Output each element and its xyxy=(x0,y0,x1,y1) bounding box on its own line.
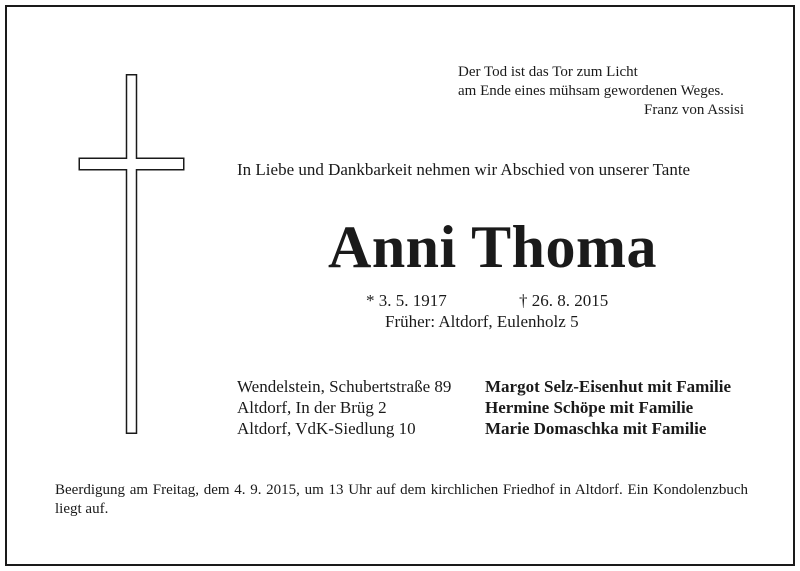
former-address: Früher: Altdorf, Eulenholz 5 xyxy=(385,312,579,331)
death-date: † 26. 8. 2015 xyxy=(519,291,609,310)
quote-author: Franz von Assisi xyxy=(643,102,744,118)
quote-line-1: Der Tod ist das Tor zum Licht xyxy=(458,64,638,80)
mourner-row xyxy=(237,418,731,439)
mourner-address: Altdorf, VdK-Siedlung 10 xyxy=(237,419,416,438)
mourner-address: Altdorf, In der Brüg 2 xyxy=(237,398,387,417)
mourners-list xyxy=(237,376,731,439)
quote-line-2: am Ende eines mühsam gewordenen Weges. xyxy=(458,83,724,99)
mourner-name: Margot Selz-Eisenhut mit Familie xyxy=(485,377,731,396)
birth-date: * 3. 5. 1917 xyxy=(366,291,447,310)
deceased-name: Anni Thoma xyxy=(327,214,658,280)
mourner-row xyxy=(237,376,731,397)
mourner-name: Marie Domaschka mit Familie xyxy=(485,419,707,438)
mourner-address: Wendelstein, Schubertstraße 89 xyxy=(237,377,452,396)
life-dates xyxy=(366,291,608,311)
intro-text: In Liebe und Dankbarkeit nehmen wir Abschied von unserer Tante xyxy=(237,160,691,179)
mourner-name: Hermine Schöpe mit Familie xyxy=(485,398,694,417)
funeral-notice: Beerdigung am Freitag, dem 4. 9. 2015, um 13 Uhr auf dem kirchlichen Friedhof in Altdorf. Ein Kondolenzbuch liegt auf. xyxy=(55,482,748,517)
mourner-row xyxy=(237,397,731,418)
quote-block xyxy=(458,63,750,120)
